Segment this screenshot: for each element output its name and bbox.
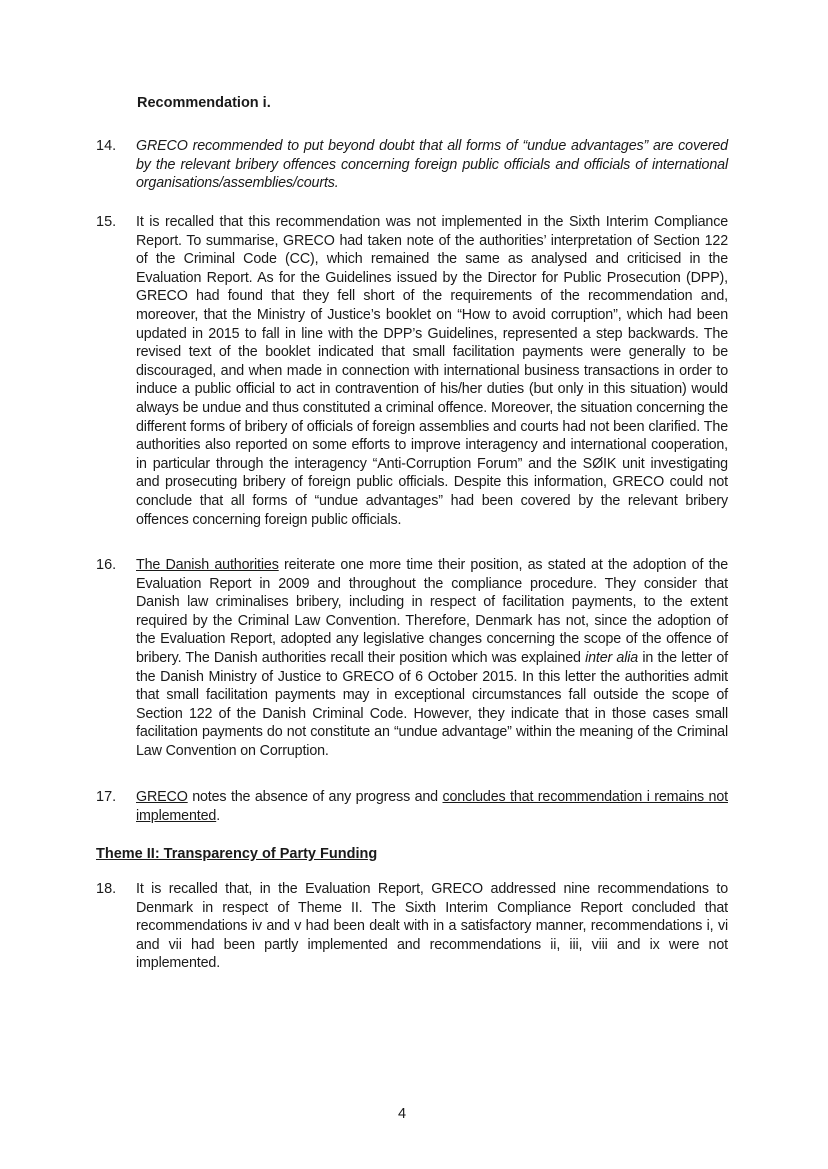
paragraph-text: GRECO notes the absence of any progress and concludes that recommendation i remains not implemented. bbox=[136, 789, 728, 824]
section-heading: Theme II: Transparency of Party Funding bbox=[96, 846, 378, 862]
paragraph-number: 16. bbox=[96, 557, 117, 573]
page-number: 4 bbox=[398, 1106, 407, 1122]
conclusion-statement: concludes that recommendation i remains not implemented bbox=[136, 789, 728, 824]
greco-lead: GRECO bbox=[136, 789, 188, 805]
paragraph-text: It is recalled that, in the Evaluation Report, GRECO addressed nine recommendations to Denmark in respect of Theme II. The Sixth Interim Compliance Report concluded that recommendations iv and v had been dealt with in a satisfactory manner, recommendations i, vi and vii had been partly implemented and recommendations ii, iii, viii and ix were not implemented. bbox=[136, 881, 728, 972]
danish-authorities-lead: The Danish authorities bbox=[136, 557, 279, 573]
inter-alia-term: inter alia bbox=[585, 649, 639, 666]
paragraph-number: 15. bbox=[96, 214, 117, 230]
paragraph-number: 18. bbox=[96, 881, 117, 897]
paragraph-text: It is recalled that this recommendation was not implemented in the Sixth Interim Compliance Report. To summarise, GRECO had taken note of the authorities’ interpretation of Section 122 of the Criminal Code (CC), which remained the same as analysed and criticised in the Evaluation Report. As for the Guidelines issued by the Director for Public Prosecution (DPP), GRECO had found that they fell short of the requirements of the recommendation and, moreover, that the Ministry of Justice’s booklet on “How to avoid corruption”, which had been updated in 2015 to fall in line with the DPP’s Guidelines, represented a step backwards. The revised text of the booklet indicated that small facilitation payments were generally to be discouraged, and when made in connection with international business transactions in order to induce a public official to act in contravention of his/her duties (but only in this situation) would always be undue and thus constituted a criminal offence. Moreover, the situation concerning the different forms of bribery of officials of foreign assemblies and courts had not been clarified. The authorities also reported on some efforts to improve interagency and international cooperation, in particular through the interagency “Anti-Corruption Forum” and the SØIK unit investigating and prosecuting bribery of foreign public officials. Despite this information, GRECO could not conclude that all forms of “undue advantages” had been covered by the relevant bribery offences concerning foreign public officials. bbox=[136, 214, 728, 528]
paragraph-text: The Danish authorities reiterate one more time their position, as stated at the adoption of the Evaluation Report in 2009 and throughout the compliance procedure. They consider that Danish law criminalises bribery, including in respect of facilitation payments, to the extent required by the Criminal Law Convention. Therefore, Denmark has not, since the adoption of the Evaluation Report, adopted any legislative changes concerning the scope of the offence of bribery. The Danish authorities recall their position which was explained inter alia in the letter of the Danish Ministry of Justice to GRECO of 6 October 2015. In this letter the authorities admit that small facilitation payments may in exceptional circumstances fall outside the scope of Section 122 of the Danish Criminal Code. However, they indicate that in those cases small facilitation payments do not constitute an “undue advantage” within the meaning of the Criminal Law Convention on Corruption. bbox=[136, 557, 728, 759]
paragraph-number: 17. bbox=[96, 789, 117, 805]
paragraph-text: GRECO recommended to put beyond doubt that all forms of “undue advantages” are covered by the relevant bribery offences concerning foreign public officials and officials of international organisations/assemblies/courts. bbox=[136, 138, 728, 192]
recommendation-heading: Recommendation i. bbox=[137, 95, 271, 111]
paragraph-number: 14. bbox=[96, 138, 117, 154]
